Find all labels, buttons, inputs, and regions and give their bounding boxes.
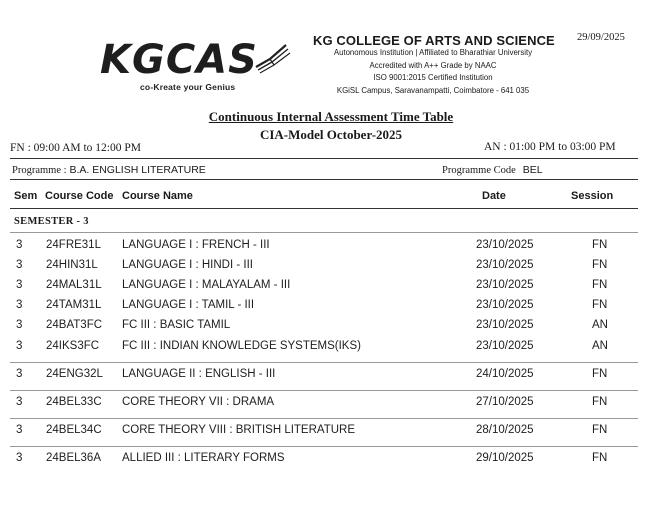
row-course-name: FC III : BASIC TAMIL (122, 319, 231, 331)
row-course-code: 24BAT3FC (46, 319, 103, 331)
row-date: 28/10/2025 (476, 424, 534, 436)
row-sem: 3 (16, 452, 23, 464)
logo-tagline: co-Kreate your Genius (140, 82, 236, 92)
iso-text: ISO 9001:2015 Certified Institution (373, 73, 493, 82)
college-logo (100, 37, 300, 99)
row-sem: 3 (16, 239, 23, 251)
row-course-code: 24IKS3FC (46, 340, 100, 352)
row-date: 23/10/2025 (476, 259, 534, 271)
row-course-code: 24BEL34C (46, 424, 102, 436)
campus-text: KGiSL Campus, Saravanampatti, Coimbatore - 641 035 (336, 85, 530, 95)
column-header-session: Session (571, 190, 614, 202)
row-course-code: 24HIN31L (46, 259, 98, 271)
row-divider (10, 362, 638, 363)
column-header-course-code: Course Code (45, 190, 114, 202)
divider (10, 208, 638, 209)
programme-code-value: BEL (522, 164, 543, 176)
row-sem: 3 (16, 299, 23, 311)
row-course-code: 24ENG32L (46, 368, 103, 380)
row-session: FN (592, 368, 608, 380)
row-session: FN (592, 279, 608, 291)
document-subtitle: CIA-Model October-2025 (259, 127, 403, 142)
row-session: FN (592, 452, 608, 464)
row-session: AN (592, 340, 608, 352)
row-course-name: FC III : INDIAN KNOWLEDGE SYSTEMS(IKS) (122, 340, 361, 352)
divider (10, 232, 638, 233)
accreditation-text: Accredited with A++ Grade by NAAC (369, 60, 497, 70)
row-sem: 3 (16, 279, 23, 291)
row-course-name: LANGUAGE II : ENGLISH - III (122, 368, 276, 380)
open-book-icon (252, 37, 292, 77)
row-sem: 3 (16, 368, 23, 380)
document-title: Continuous Internal Assessment Time Table (208, 109, 454, 124)
fn-session-time: FN : 09:00 AM to 12:00 PM (10, 142, 141, 154)
row-course-code: 24TAM31L (46, 299, 102, 311)
row-session: FN (592, 259, 608, 271)
row-date: 27/10/2025 (476, 396, 534, 408)
divider (10, 158, 638, 159)
programme-code-label: Programme Code (442, 165, 516, 176)
row-date: 23/10/2025 (476, 279, 534, 291)
row-course-code: 24MAL31L (46, 279, 102, 291)
semester-heading: SEMESTER - 3 (14, 216, 89, 227)
row-sem: 3 (16, 340, 23, 352)
row-sem: 3 (16, 259, 23, 271)
row-divider (10, 390, 638, 391)
an-session-time: AN : 01:00 PM to 03:00 PM (484, 141, 616, 153)
column-header-sem: Sem (14, 190, 38, 202)
row-course-name: CORE THEORY VIII : BRITISH LITERATURE (122, 424, 356, 436)
row-date: 23/10/2025 (476, 299, 534, 311)
row-course-name: LANGUAGE I : FRENCH - III (122, 239, 270, 251)
programme-code-line (442, 164, 543, 176)
row-course-name: ALLIED III : LITERARY FORMS (122, 452, 285, 464)
row-course-code: 24BEL33C (46, 396, 102, 408)
row-course-name: LANGUAGE I : HINDI - III (122, 259, 253, 271)
college-name: KG COLLEGE OF ARTS AND SCIENCE (313, 33, 555, 48)
row-date: 23/10/2025 (476, 239, 534, 251)
row-course-code: 24FRE31L (46, 239, 101, 251)
row-date: 29/10/2025 (476, 452, 534, 464)
college-details (300, 47, 566, 97)
column-header-course-name: Course Name (122, 190, 193, 202)
affiliation-text: Autonomous Institution | Affiliated to Bharathiar University (333, 48, 533, 57)
column-header-date: Date (482, 190, 506, 202)
row-sem: 3 (16, 396, 23, 408)
logo-wordmark: KGCAS (100, 37, 258, 83)
row-date: 24/10/2025 (476, 368, 534, 380)
row-session: FN (592, 239, 608, 251)
row-session: FN (592, 424, 608, 436)
issue-date: 29/09/2025 (577, 32, 625, 43)
divider (10, 179, 638, 180)
programme-label: Programme : (12, 165, 67, 176)
row-session: FN (592, 299, 608, 311)
programme-value: B.A. ENGLISH LITERATURE (69, 164, 206, 176)
row-date: 23/10/2025 (476, 319, 534, 331)
row-course-name: LANGUAGE I : TAMIL - III (122, 299, 255, 311)
row-course-name: CORE THEORY VII : DRAMA (122, 396, 275, 408)
row-course-code: 24BEL36A (46, 452, 101, 464)
row-sem: 3 (16, 319, 23, 331)
programme-line (12, 164, 206, 176)
row-sem: 3 (16, 424, 23, 436)
row-date: 23/10/2025 (476, 340, 534, 352)
row-session: AN (592, 319, 608, 331)
row-session: FN (592, 396, 608, 408)
row-course-name: LANGUAGE I : MALAYALAM - III (122, 279, 291, 291)
row-divider (10, 418, 638, 419)
row-divider (10, 446, 638, 447)
